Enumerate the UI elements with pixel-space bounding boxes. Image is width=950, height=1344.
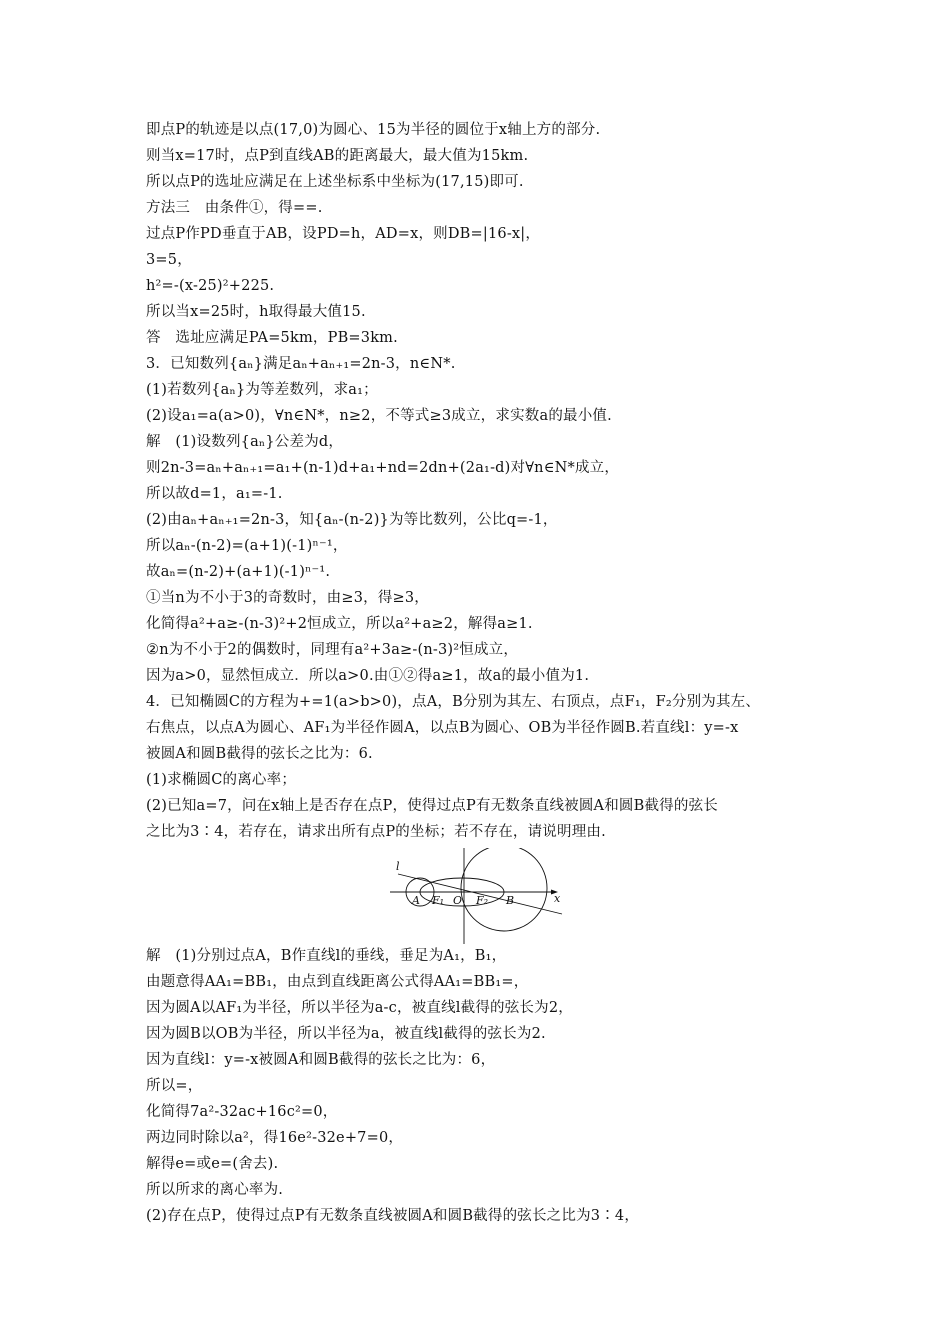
text-line: 故aₙ=(n-2)+(a+1)(-1)ⁿ⁻¹. xyxy=(146,564,331,580)
text-line: 所以故d=1，a₁=-1. xyxy=(146,486,283,502)
text-line: (2)存在点P，使得过点P有无数条直线被圆A和圆B截得的弦长之比为3∶4， xyxy=(146,1208,640,1224)
label-l: l xyxy=(396,860,400,873)
text-line: 则当x=17时，点P到直线AB的距离最大，最大值为15km. xyxy=(146,148,529,164)
text-line: (2)由aₙ+aₙ₊₁=2n-3，知{aₙ-(n-2)}为等比数列，公比q=-1， xyxy=(146,512,558,528)
circle-b xyxy=(461,848,547,931)
text-line: 过点P作PD垂直于AB，设PD=h，AD=x，则DB=|16-x|， xyxy=(146,226,541,242)
text-line: 所以当x=25时，h取得最大值15. xyxy=(146,304,366,320)
text-line: 所以所求的离心率为. xyxy=(146,1182,284,1198)
text-line: 所以=， xyxy=(146,1078,203,1094)
text-line: (1)若数列{aₙ}为等差数列，求a₁； xyxy=(146,382,378,398)
text-line: 解 (1)设数列{aₙ}公差为d， xyxy=(146,434,344,450)
text-line: 3=5， xyxy=(146,252,192,268)
label-a: A xyxy=(412,894,420,907)
text-line: 化简得a²+a≥-(n-3)²+2恒成立，所以a²+a≥2，解得a≥1. xyxy=(146,616,533,632)
text-line: 被圆A和圆B截得的弦长之比为：6. xyxy=(146,746,373,762)
text-line: (2)设a₁=a(a>0)，∀n∈N*，n≥2，不等式≥3成立，求实数a的最小值. xyxy=(146,408,612,424)
text-line: 解 (1)分别过点A，B作直线l的垂线，垂足为A₁，B₁， xyxy=(146,948,507,964)
text-line: ①当n为不小于3的奇数时，由≥3，得≥3， xyxy=(146,590,430,606)
text-line: 所以aₙ-(n-2)=(a+1)(-1)ⁿ⁻¹， xyxy=(146,538,348,554)
text-line: ②n为不小于2的偶数时，同理有a²+3a≥-(n-3)²恒成立， xyxy=(146,642,519,658)
ellipse-circles-figure xyxy=(386,848,566,948)
label-o: O xyxy=(453,894,463,907)
label-f1: F₁ xyxy=(432,894,445,907)
text-line: 所以点P的选址应满足在上述坐标系中坐标为(17,15)即可. xyxy=(146,174,524,190)
text-line: h²=-(x-25)²+225. xyxy=(146,278,275,294)
text-line: 则2n-3=aₙ+aₙ₊₁=a₁+(n-1)d+a₁+nd=2dn+(2a₁-d)对∀n∈N*成立， xyxy=(146,460,620,476)
text-line: 右焦点，以点A为圆心、AF₁为半径作圆A，以点B为圆心、OB为半径作圆B.若直线l：y=-x xyxy=(146,720,739,736)
text-line: 因为直线l：y=-x被圆A和圆B截得的弦长之比为：6， xyxy=(146,1052,496,1068)
text-line: 由题意得AA₁=BB₁，由点到直线距离公式得AA₁=BB₁=， xyxy=(146,974,529,990)
text-line: 因为a>0，显然恒成立．所以a>0.由①②得a≥1，故a的最小值为1. xyxy=(146,668,590,684)
text-line: (1)求椭圆C的离心率； xyxy=(146,772,297,788)
text-line: 答 选址应满足PA=5km，PB=3km. xyxy=(146,330,398,346)
label-x: x xyxy=(554,892,561,905)
text-line: 方法三 由条件①，得==. xyxy=(146,200,323,216)
text-line: 之比为3∶4，若存在，请求出所有点P的坐标；若不存在，请说明理由. xyxy=(146,824,606,840)
problem-heading: 3．已知数列{aₙ}满足aₙ+aₙ₊₁=2n-3，n∈N*. xyxy=(146,356,456,372)
text-line: 解得e=或e=(舍去). xyxy=(146,1156,279,1172)
label-b: B xyxy=(506,894,515,907)
text-line: 化简得7a²-32ac+16c²=0， xyxy=(146,1104,338,1120)
text-line: 因为圆B以OB为半径，所以半径为a，被直线l截得的弦长为2. xyxy=(146,1026,546,1042)
label-f2: F₂ xyxy=(476,894,489,907)
figure-svg xyxy=(386,848,566,948)
text-line: 因为圆A以AF₁为半径，所以半径为a-c，被直线l截得的弦长为2， xyxy=(146,1000,573,1016)
problem-heading: 4．已知椭圆C的方程为+=1(a>b>0)，点A，B分别为其左、右顶点，点F₁，F₂分别为其左、 xyxy=(146,694,761,710)
text-line: 两边同时除以a²，得16e²-32e+7=0， xyxy=(146,1130,404,1146)
text-line: 即点P的轨迹是以点(17,0)为圆心、15为半径的圆位于x轴上方的部分. xyxy=(146,122,601,138)
text-line: (2)已知a=7，问在x轴上是否存在点P，使得过点P有无数条直线被圆A和圆B截得的弦长 xyxy=(146,798,718,814)
